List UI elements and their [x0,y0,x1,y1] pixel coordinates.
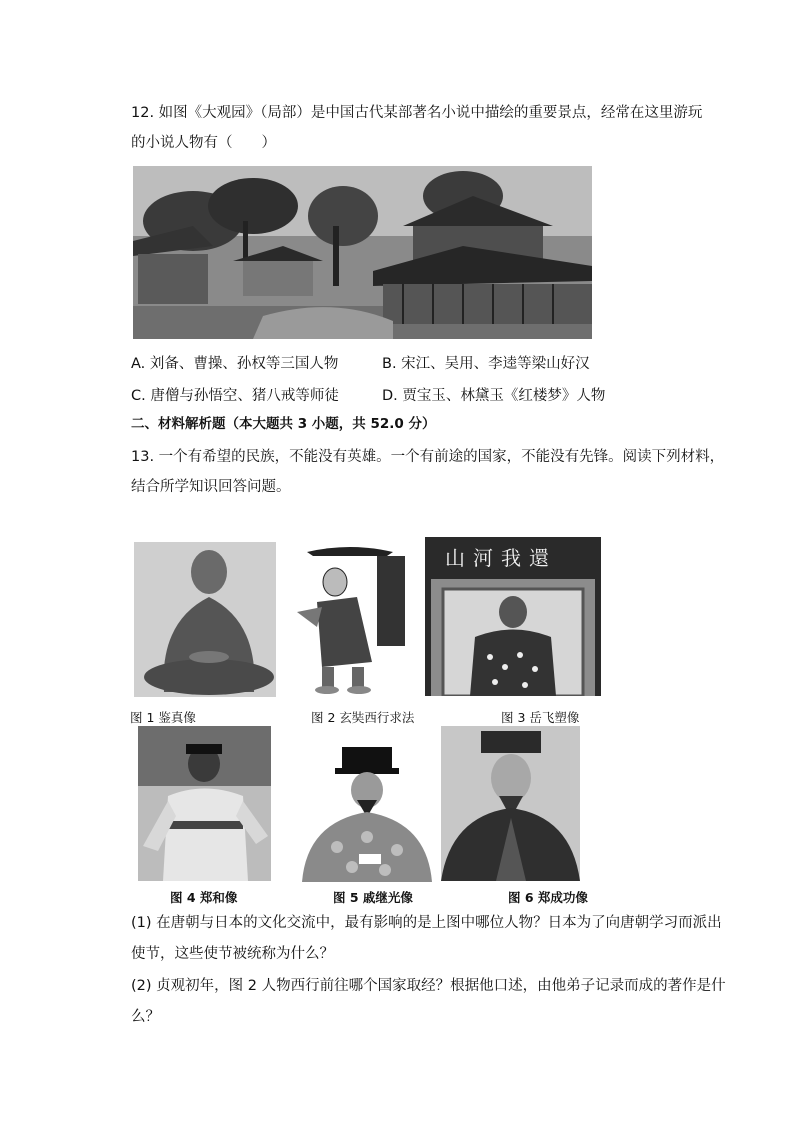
figure-2-xuanzang-image [287,542,413,697]
figure-4-zhenghe-image [138,726,271,881]
daguanyuan-painting [133,166,592,339]
figure-6-caption: 图 6 郑成功像 [508,890,588,905]
figure-2-caption: 图 2 玄奘西行求法 [311,710,415,725]
q12-option-b: B. 宋江、吴用、李逵等梁山好汉 [382,356,590,372]
figure-3-caption: 图 3 岳飞塑像 [501,710,580,725]
q12-option-a: A. 刘备、曹操、孙权等三国人物 [131,356,339,372]
figure-3-inscription: 山河我還 [445,546,557,570]
q12-option-c: C. 唐僧与孙悟空、猪八戒等师徒 [131,388,339,404]
q13-sub2-line1: (2) 贞观初年，图 2 人物西行前往哪个国家取经？根据他口述，由他弟子记录而成的著作是什 [131,978,726,994]
q13-stem-line2: 结合所学知识回答问题。 [131,479,291,495]
figure-6-zhengchenggong-image [441,726,580,881]
q12-stem-line2: 的小说人物有（ ） [131,135,276,151]
figure-1-jianzhen-image [134,542,276,697]
figure-4-caption: 图 4 郑和像 [170,890,238,905]
figure-3-yuefei-image [425,537,601,696]
figure-5-qijiguang-image [297,742,437,882]
figure-1-caption: 图 1 鉴真像 [130,710,196,725]
q12-stem-line1: 12. 如图《大观园》（局部）是中国古代某部著名小说中描绘的重要景点，经常在这里游玩 [131,105,703,121]
q13-sub1-line1: (1) 在唐朝与日本的文化交流中，最有影响的是上图中哪位人物？日本为了向唐朝学习而派出 [131,915,722,931]
figure-5-caption: 图 5 戚继光像 [333,890,413,905]
section-2-heading: 二、材料解析题（本大题共 3 小题，共 52.0 分） [131,416,436,432]
q13-sub1-line2: 使节，这些使节被统称为什么？ [131,946,334,962]
q12-option-d: D. 贾宝玉、林黛玉《红楼梦》人物 [382,388,606,404]
q13-stem-line1: 13. 一个有希望的民族，不能没有英雄。一个有前途的国家，不能没有先锋。阅读下列材料， [131,449,725,465]
q13-sub2-line2: 么？ [131,1009,160,1025]
